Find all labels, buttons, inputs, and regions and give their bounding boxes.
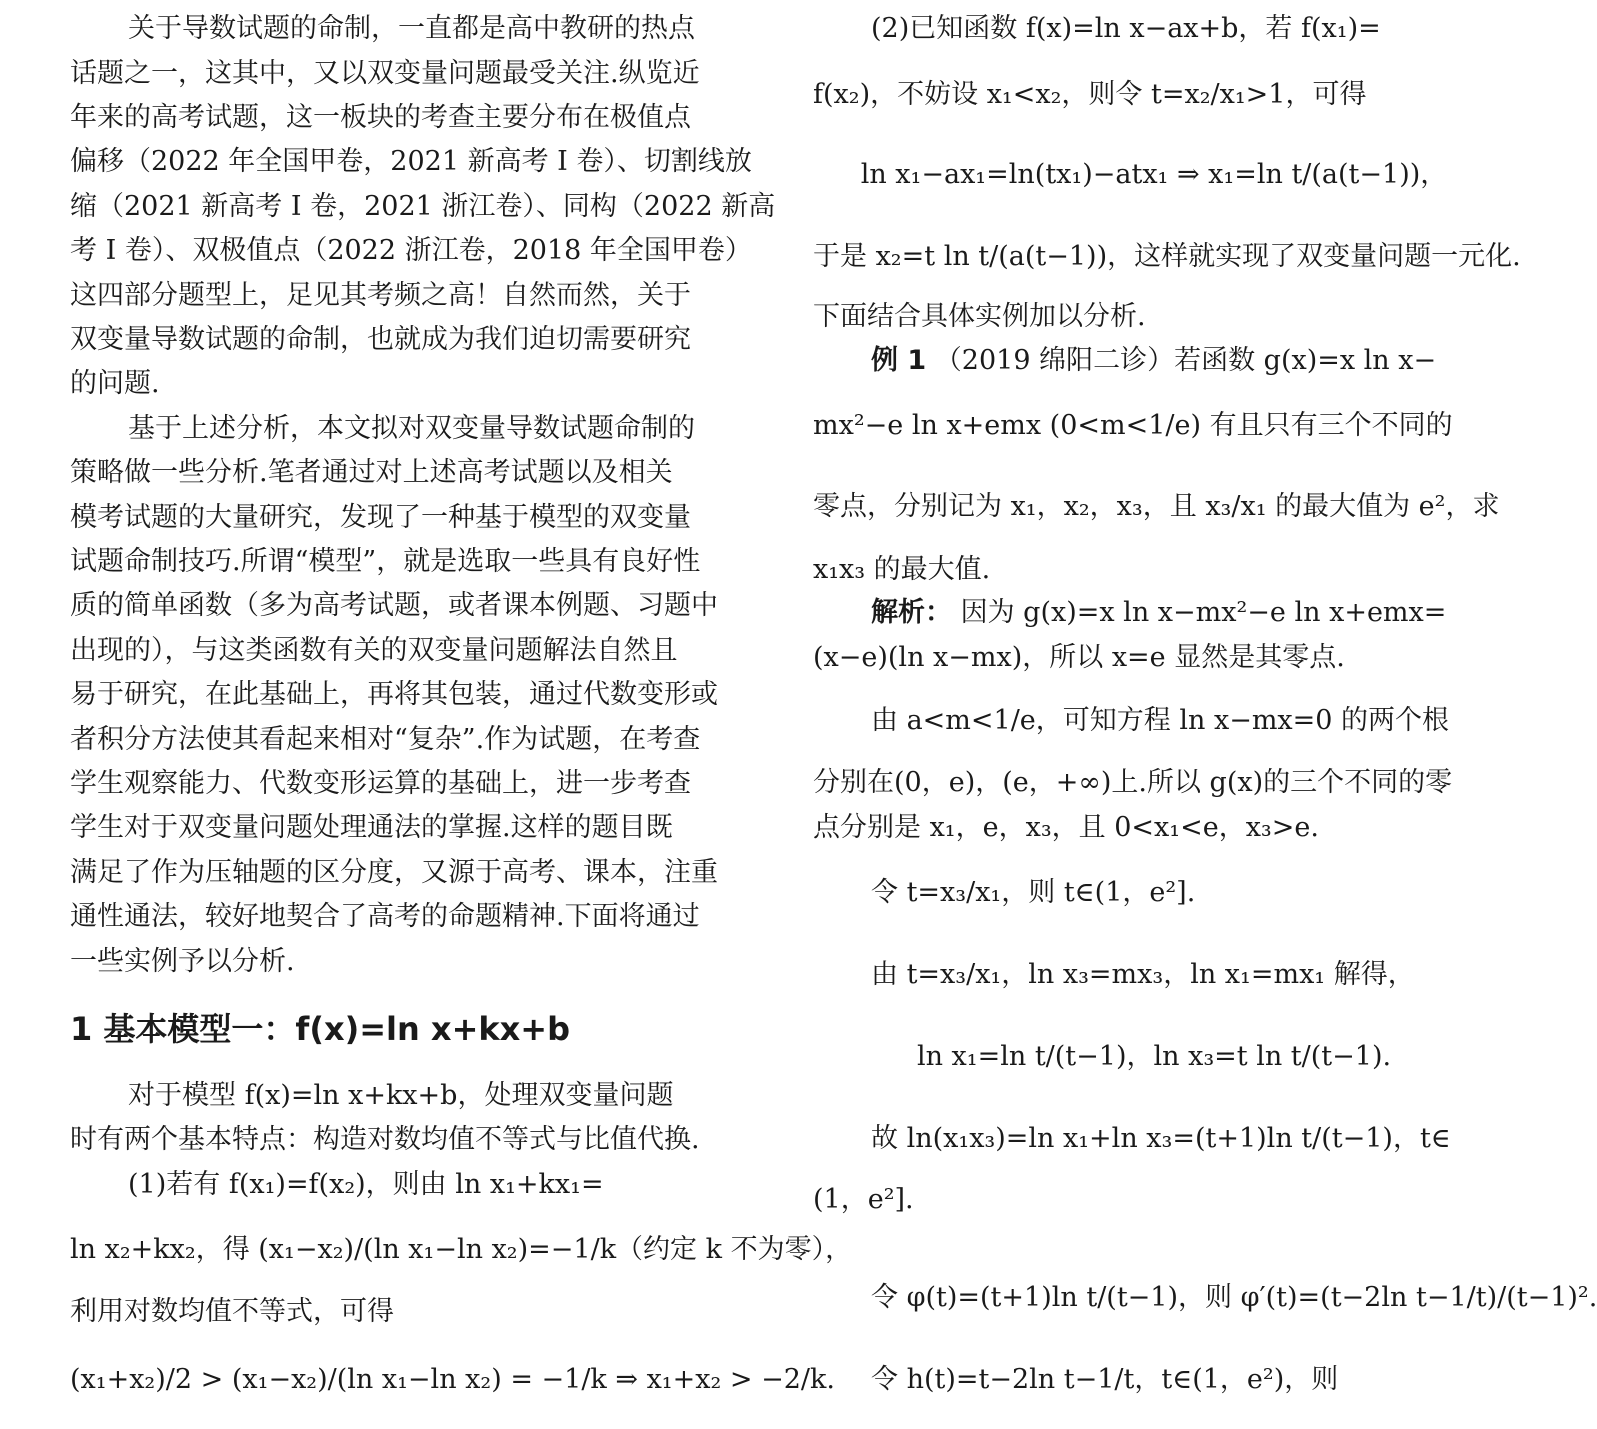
formula-line: 令 h(t)=t−2ln t−1/t，t∈(1，e²)，则 [871,1364,1339,1395]
formula-line: 由 t=x₃/x₁，ln x₃=mx₃，ln x₁=mx₁ 解得， [871,959,1415,990]
text-line: 者积分方法使其看起来相对“复杂”.作为试题，在考查 [70,724,701,755]
text-line: 一些实例予以分析. [70,946,295,977]
formula-line: 由 a<m<1/e，可知方程 ln x−mx=0 的两个根 [871,705,1450,736]
text-line: (x−e)(ln x−mx)，所以 x=e 显然是其零点. [813,642,1345,673]
text-line: (1，e²]. [813,1184,914,1215]
text-line: 学生观察能力、代数变形运算的基础上，进一步考查 [70,768,691,799]
text-line: 考 Ⅰ 卷）、双极值点（2022 浙江卷，2018 年全国甲卷） [70,235,752,266]
text-line: x₁x₃ 的最大值. [813,554,991,585]
text-line: 话题之一，这其中，又以双变量问题最受关注.纵览近 [70,58,700,89]
example-line [871,344,1495,378]
text-line: 出现的），与这类函数有关的双变量问题解法自然且 [70,635,678,666]
text-line: 年来的高考试题，这一板块的考查主要分布在极值点 [70,102,691,133]
text-line: 这四部分题型上，足见其考频之高！自然而然，关于 [70,280,691,311]
formula-line: ln x₁=ln t/(t−1)，ln x₃=t ln t/(t−1). [916,1041,1392,1072]
text-line: 时有两个基本特点：构造对数均值不等式与比值代换. [70,1124,700,1155]
text-line: 学生对于双变量问题处理通法的掌握.这样的题目既 [70,812,673,843]
text-line: (1)若有 f(x₁)=f(x₂)，则由 ln x₁+kx₁= [128,1169,604,1200]
formula-line: 于是 x₂=t ln t/(a(t−1))，这样就实现了双变量问题一元化. [813,241,1521,272]
formula-line: ln x₁−ax₁=ln(tx₁)−atx₁ ⇒ x₁=ln t/(a(t−1))， [860,159,1448,190]
text-line: 对于模型 f(x)=ln x+kx+b，处理双变量问题 [128,1080,674,1111]
text-line: 通性通法，较好地契合了高考的命题精神.下面将通过 [70,901,700,932]
formula-line: (x₁+x₂)/2 > (x₁−x₂)/(ln x₁−ln x₂) = −1/k ⇒ x₁+x₂ > −2/k. [70,1364,835,1395]
text-line: 利用对数均值不等式，可得 [70,1296,394,1327]
text-line: 策略做一些分析.笔者通过对上述高考试题以及相关 [70,457,673,488]
section-heading: 1 基本模型一：f(x)=ln x+kx+b [70,1010,571,1048]
text-line: 双变量导数试题的命制，也就成为我们迫切需要研究 [70,324,691,355]
formula-line: 故 ln(x₁x₃)=ln x₁+ln x₃=(t+1)ln t/(t−1)，t∈ [871,1123,1451,1154]
text-line: 分别在(0，e)，(e，+∞)上.所以 g(x)的三个不同的零 [813,767,1453,798]
formula-line: ln x₂+kx₂，得 (x₁−x₂)/(ln x₁−ln x₂)=−1/k（约定 k 不为零）， [70,1234,853,1265]
text-line: 缩（2021 新高考 Ⅰ 卷，2021 浙江卷）、同构（2022 新高 [70,191,776,222]
text-line: 模考试题的大量研究，发现了一种基于模型的双变量 [70,502,691,533]
formula-line: mx²−e ln x+emx (0<m<1/e) 有且只有三个不同的 [813,410,1453,441]
text-line: 试题命制技巧.所谓“模型”，就是选取一些具有良好性 [70,546,701,577]
solution-line [871,596,1495,630]
text-line: 质的简单函数（多为高考试题，或者课本例题、习题中 [70,590,718,621]
text-line: 的问题. [70,368,160,399]
example-text: （2019 绵阳二诊）若函数 g(x)=x ln x− [934,345,1437,376]
formula-line: 零点，分别记为 x₁，x₂，x₃，且 x₃/x₁ 的最大值为 e²，求 [813,491,1500,522]
solution-label: 解析： [871,597,952,628]
formula-line: 令 t=x₃/x₁，则 t∈(1，e²]. [871,877,1196,908]
formula-line: 令 φ(t)=(t+1)ln t/(t−1)，则 φ′(t)=(t−2ln t−1/t)/(t−1)². [871,1282,1597,1313]
text-line: 关于导数试题的命制，一直都是高中教研的热点 [128,13,695,44]
text-line: 满足了作为压轴题的区分度，又源于高考、课本，注重 [70,857,718,888]
text-line: 下面结合具体实例加以分析. [813,301,1146,332]
text-line: 易于研究，在此基础上，再将其包装，通过代数变形或 [70,679,718,710]
text-line: 点分别是 x₁，e，x₃，且 0<x₁<e，x₃>e. [813,812,1319,843]
example-label: 例 1 [871,345,927,376]
text-line: (2)已知函数 f(x)=ln x−ax+b，若 f(x₁)= [871,13,1381,44]
text-line: 偏移（2022 年全国甲卷，2021 新高考 Ⅰ 卷）、切割线放 [70,146,752,177]
text-line: 基于上述分析，本文拟对双变量导数试题命制的 [128,413,695,444]
formula-line: f(x₂)，不妨设 x₁<x₂，则令 t=x₂/x₁>1，可得 [813,79,1367,110]
solution-text: 因为 g(x)=x ln x−mx²−e ln x+emx= [960,597,1447,628]
